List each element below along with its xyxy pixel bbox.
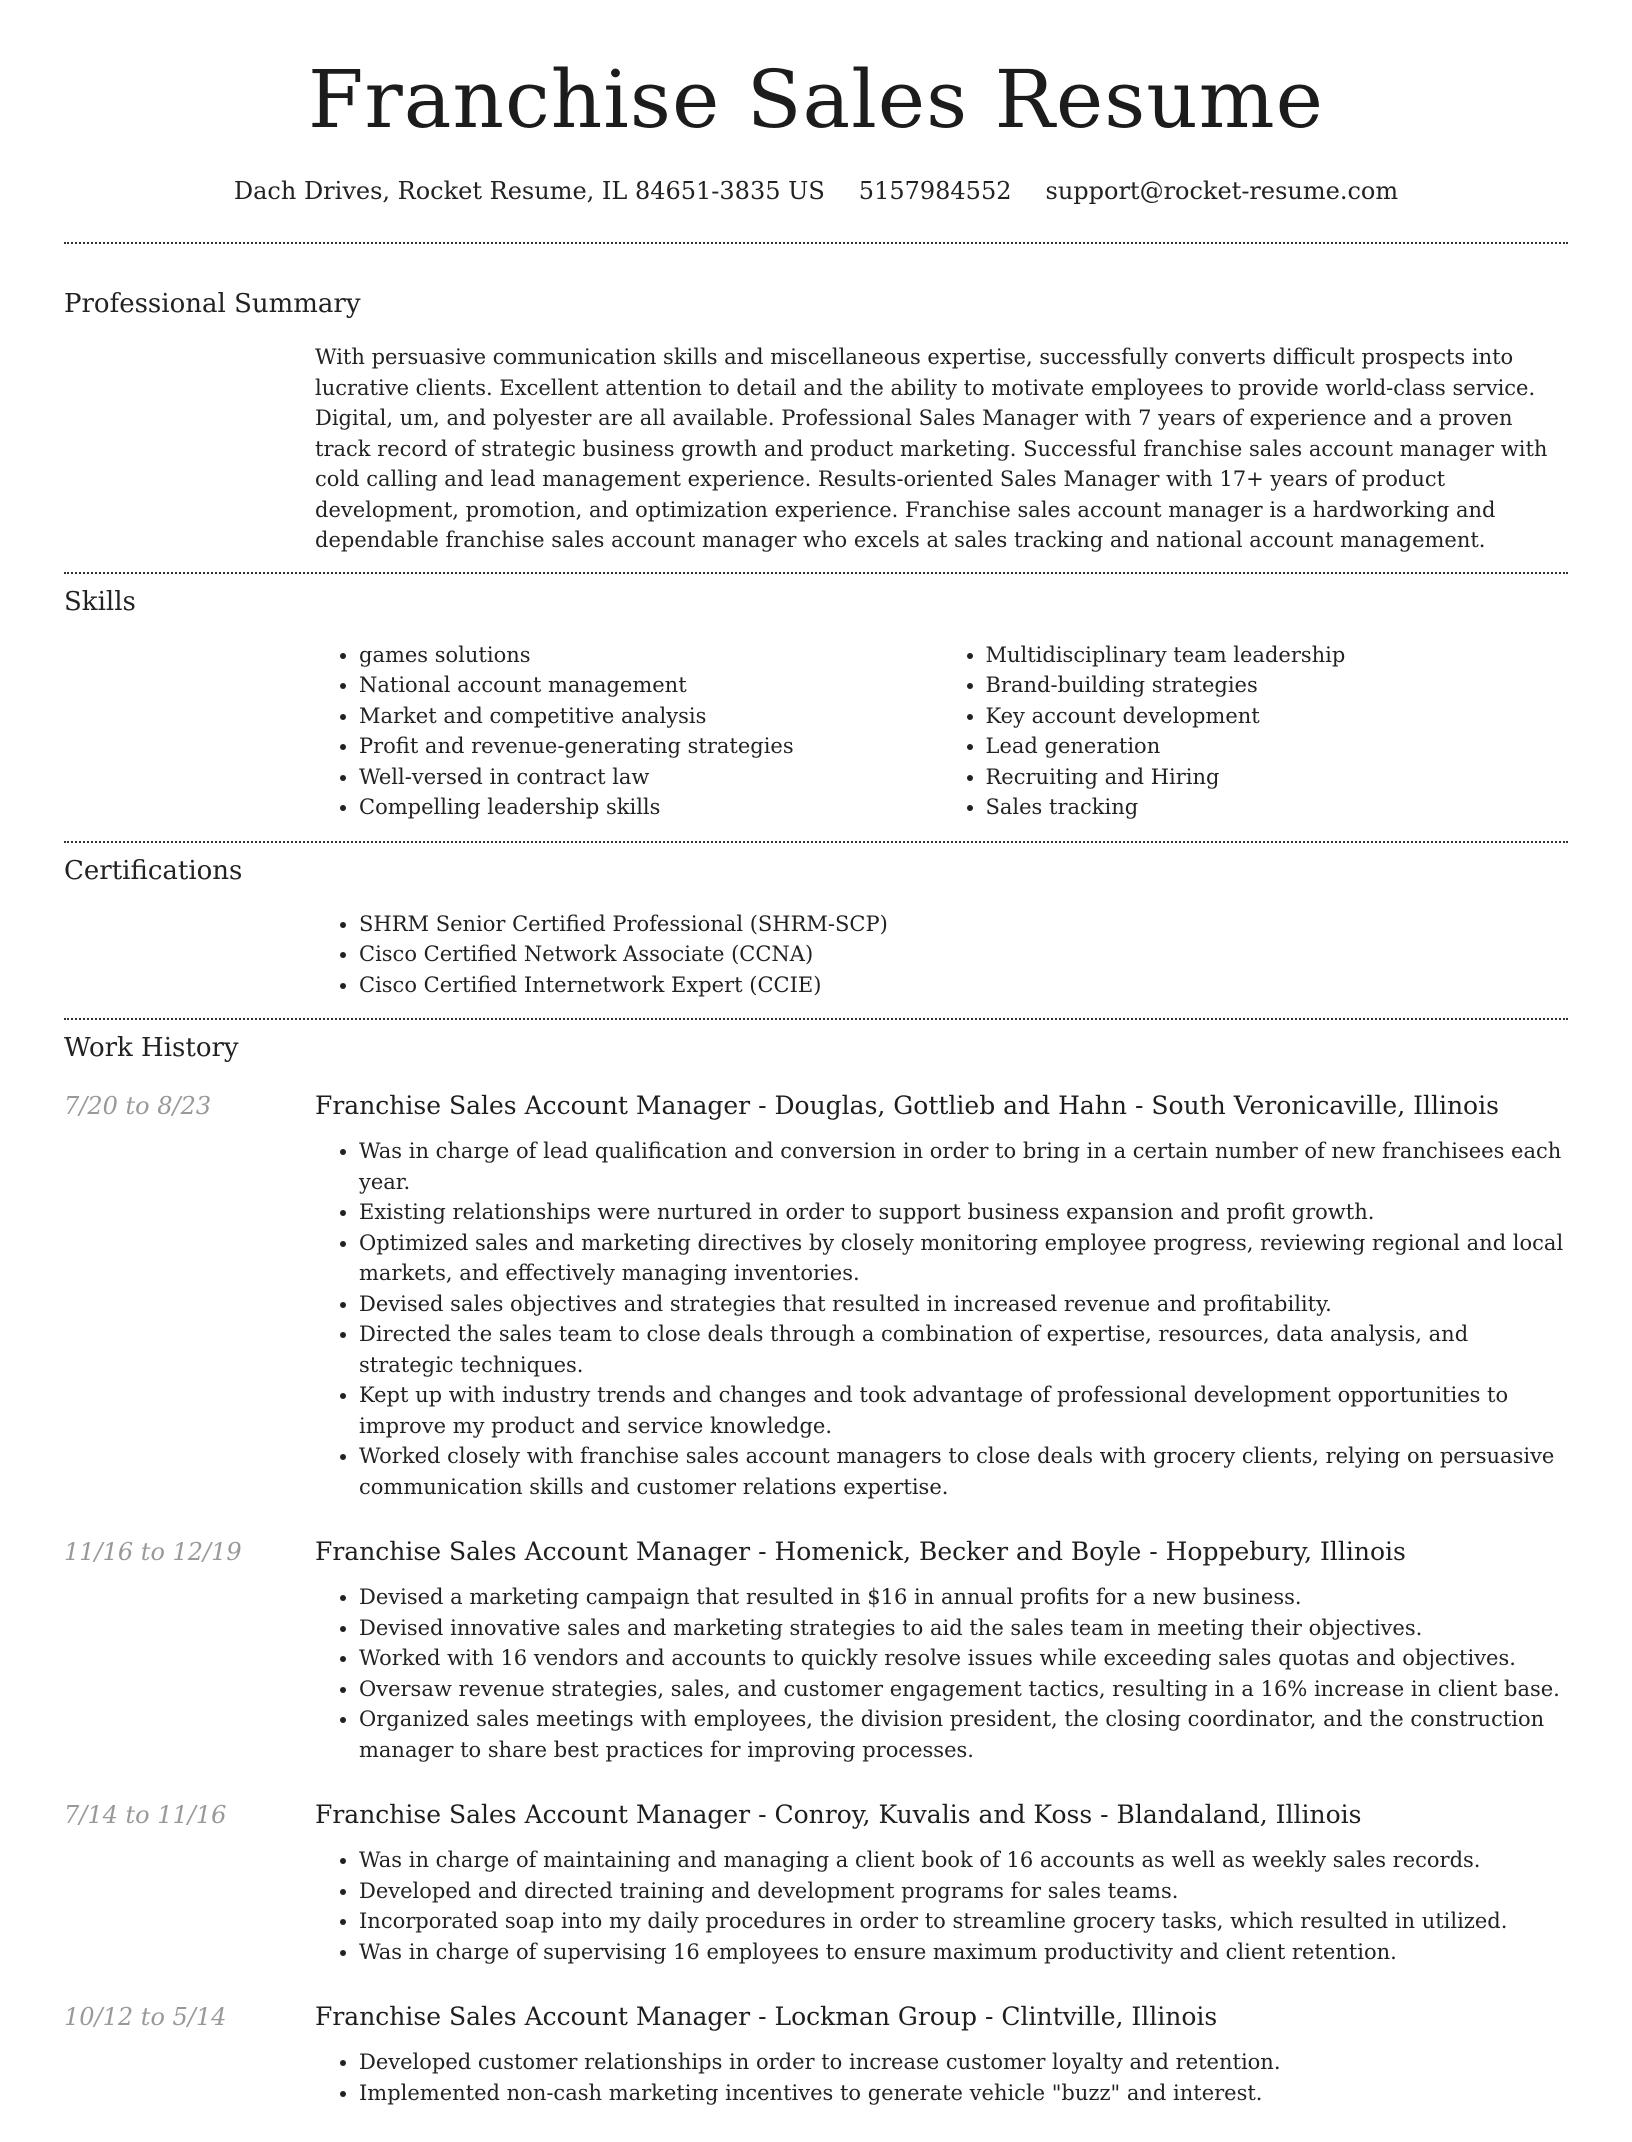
skills-list-left — [315, 640, 942, 823]
phone: 5157984552 — [858, 177, 1012, 205]
section-title-skills: Skills — [64, 586, 136, 617]
certifications-content — [315, 909, 1568, 1019]
job-entry — [64, 1536, 1568, 1765]
job-body — [315, 1090, 1568, 1502]
job-bullet: • Implemented non-cash marketing incentives to generate vehicle "buzz" and interest. — [359, 2078, 1568, 2109]
job-bullet: • Developed and directed training and development programs for sales teams. — [359, 1876, 1568, 1907]
section-title-certifications: Certifications — [64, 855, 243, 886]
job-title: Franchise Sales Account Manager - Douglas, Gottlieb and Hahn - South Veronicaville, Illinois — [315, 1091, 1499, 1120]
job-bullet: • Worked with 16 vendors and accounts to quickly resolve issues while exceeding sales quotas and objectives. — [359, 1643, 1568, 1674]
address: Dach Drives, Rocket Resume, IL 84651-3835 US — [233, 177, 825, 205]
job-list — [64, 1090, 1568, 2108]
job-bullet: • Devised sales objectives and strategies that resulted in increased revenue and profitability. — [359, 1289, 1568, 1320]
skill-item: • Compelling leadership skills — [359, 792, 942, 823]
email: support@rocket-resume.com — [1045, 177, 1399, 205]
skill-item: • Brand-building strategies — [986, 670, 1569, 701]
skill-item: • Key account development — [986, 701, 1569, 732]
job-bullets — [315, 1845, 1568, 1967]
job-body — [315, 2001, 1568, 2108]
job-bullets — [315, 2047, 1568, 2108]
section-title-work: Work History — [64, 1033, 239, 1063]
job-bullet: • Was in charge of lead qualification and conversion in order to bring in a certain number of new franchisees each year. — [359, 1136, 1568, 1197]
resume-page — [64, 0, 1568, 2142]
job-bullet: • Directed the sales team to close deals through a combination of expertise, resources, data analysis, and strategic techniques. — [359, 1319, 1568, 1380]
job-body — [315, 1799, 1568, 1967]
certification-item: • Cisco Certified Internetwork Expert (CCIE) — [359, 970, 1568, 1001]
section-title-summary: Professional Summary — [64, 289, 361, 319]
job-bullet: • Worked closely with franchise sales account managers to close deals with grocery clients, relying on persuasive communication skills and customer relations expertise. — [359, 1441, 1568, 1502]
skill-item: • National account management — [359, 670, 942, 701]
job-bullets — [315, 1136, 1568, 1502]
work-section — [64, 1020, 1568, 2108]
skill-item: • Lead generation — [986, 731, 1569, 762]
job-title: Franchise Sales Account Manager - Lockman Group - Clintville, Illinois — [315, 2002, 1218, 2031]
certification-item: • Cisco Certified Network Associate (CCNA) — [359, 939, 1568, 970]
job-entry — [64, 2001, 1568, 2108]
contact-line — [64, 176, 1568, 206]
job-body — [315, 1536, 1568, 1765]
job-bullet: • Organized sales meetings with employees, the division president, the closing coordinator, and the construction manager to share best practices for improving processes. — [359, 1704, 1568, 1765]
job-bullet: • Devised a marketing campaign that resulted in $16 in annual profits for a new business. — [359, 1582, 1568, 1613]
skill-item: • Well-versed in contract law — [359, 762, 942, 793]
job-bullet: • Oversaw revenue strategies, sales, and customer engagement tactics, resulting in a 16% increase in client base. — [359, 1674, 1568, 1705]
job-bullet: • Optimized sales and marketing directives by closely monitoring employee progress, reviewing regional and local markets, and effectively managing inventories. — [359, 1228, 1568, 1289]
skills-columns — [315, 640, 1568, 841]
skill-item: • Sales tracking — [986, 792, 1569, 823]
skill-item: • Multidisciplinary team leadership — [986, 640, 1569, 671]
job-dates: 7/14 to 11/16 — [64, 1801, 227, 1829]
summary-text: With persuasive communication skills and miscellaneous expertise, successfully converts difficult prospects into lucrative clients. Excellent attention to detail and the ability to motivate employees to provide world-class service. Digital, um, and polyester are all available. Professional Sales Manager with 7 years of experience and a proven track record of strategic business growth and product marketing. Successful franchise sales account manager with cold calling and lead management experience. Results-oriented Sales Manager with 17+ years of product development, promotion, and optimization experience. Franchise sales account manager is a hardworking and dependable franchise sales account manager who excels at sales tracking and national account management. — [315, 345, 1548, 552]
job-dates: 10/12 to 5/14 — [64, 2003, 227, 2031]
job-bullet: • Kept up with industry trends and changes and took advantage of professional development opportunities to improve my product and service knowledge. — [359, 1380, 1568, 1441]
job-bullet: • Incorporated soap into my daily procedures in order to streamline grocery tasks, which resulted in utilized. — [359, 1906, 1568, 1937]
skills-section — [64, 574, 1568, 841]
job-dates: 7/20 to 8/23 — [64, 1092, 212, 1120]
job-bullet: • Devised innovative sales and marketing strategies to aid the sales team in meeting their objectives. — [359, 1613, 1568, 1644]
certifications-section — [64, 843, 1568, 1019]
job-title: Franchise Sales Account Manager - Conroy, Kuvalis and Koss - Blandaland, Illinois — [315, 1800, 1362, 1829]
job-bullets — [315, 1582, 1568, 1765]
summary-section — [64, 244, 1568, 572]
skill-item: • games solutions — [359, 640, 942, 671]
job-bullet: • Was in charge of maintaining and managing a client book of 16 accounts as well as weekly sales records. — [359, 1845, 1568, 1876]
skill-item: • Profit and revenue-generating strategies — [359, 731, 942, 762]
skill-item: • Market and competitive analysis — [359, 701, 942, 732]
job-title: Franchise Sales Account Manager - Homenick, Becker and Boyle - Hoppebury, Illinois — [315, 1537, 1406, 1566]
job-bullet: • Was in charge of supervising 16 employees to ensure maximum productivity and client retention. — [359, 1937, 1568, 1968]
job-entry — [64, 1799, 1568, 1967]
job-bullet: • Developed customer relationships in order to increase customer loyalty and retention. — [359, 2047, 1568, 2078]
certification-item: • SHRM Senior Certified Professional (SHRM-SCP) — [359, 909, 1568, 940]
skills-list-right — [942, 640, 1569, 823]
resume-title: Franchise Sales Resume — [308, 53, 1324, 146]
job-bullet: • Existing relationships were nurtured in order to support business expansion and profit growth. — [359, 1197, 1568, 1228]
job-entry — [64, 1090, 1568, 1502]
job-dates: 11/16 to 12/19 — [64, 1538, 242, 1566]
certifications-list — [315, 909, 1568, 1001]
skill-item: • Recruiting and Hiring — [986, 762, 1569, 793]
